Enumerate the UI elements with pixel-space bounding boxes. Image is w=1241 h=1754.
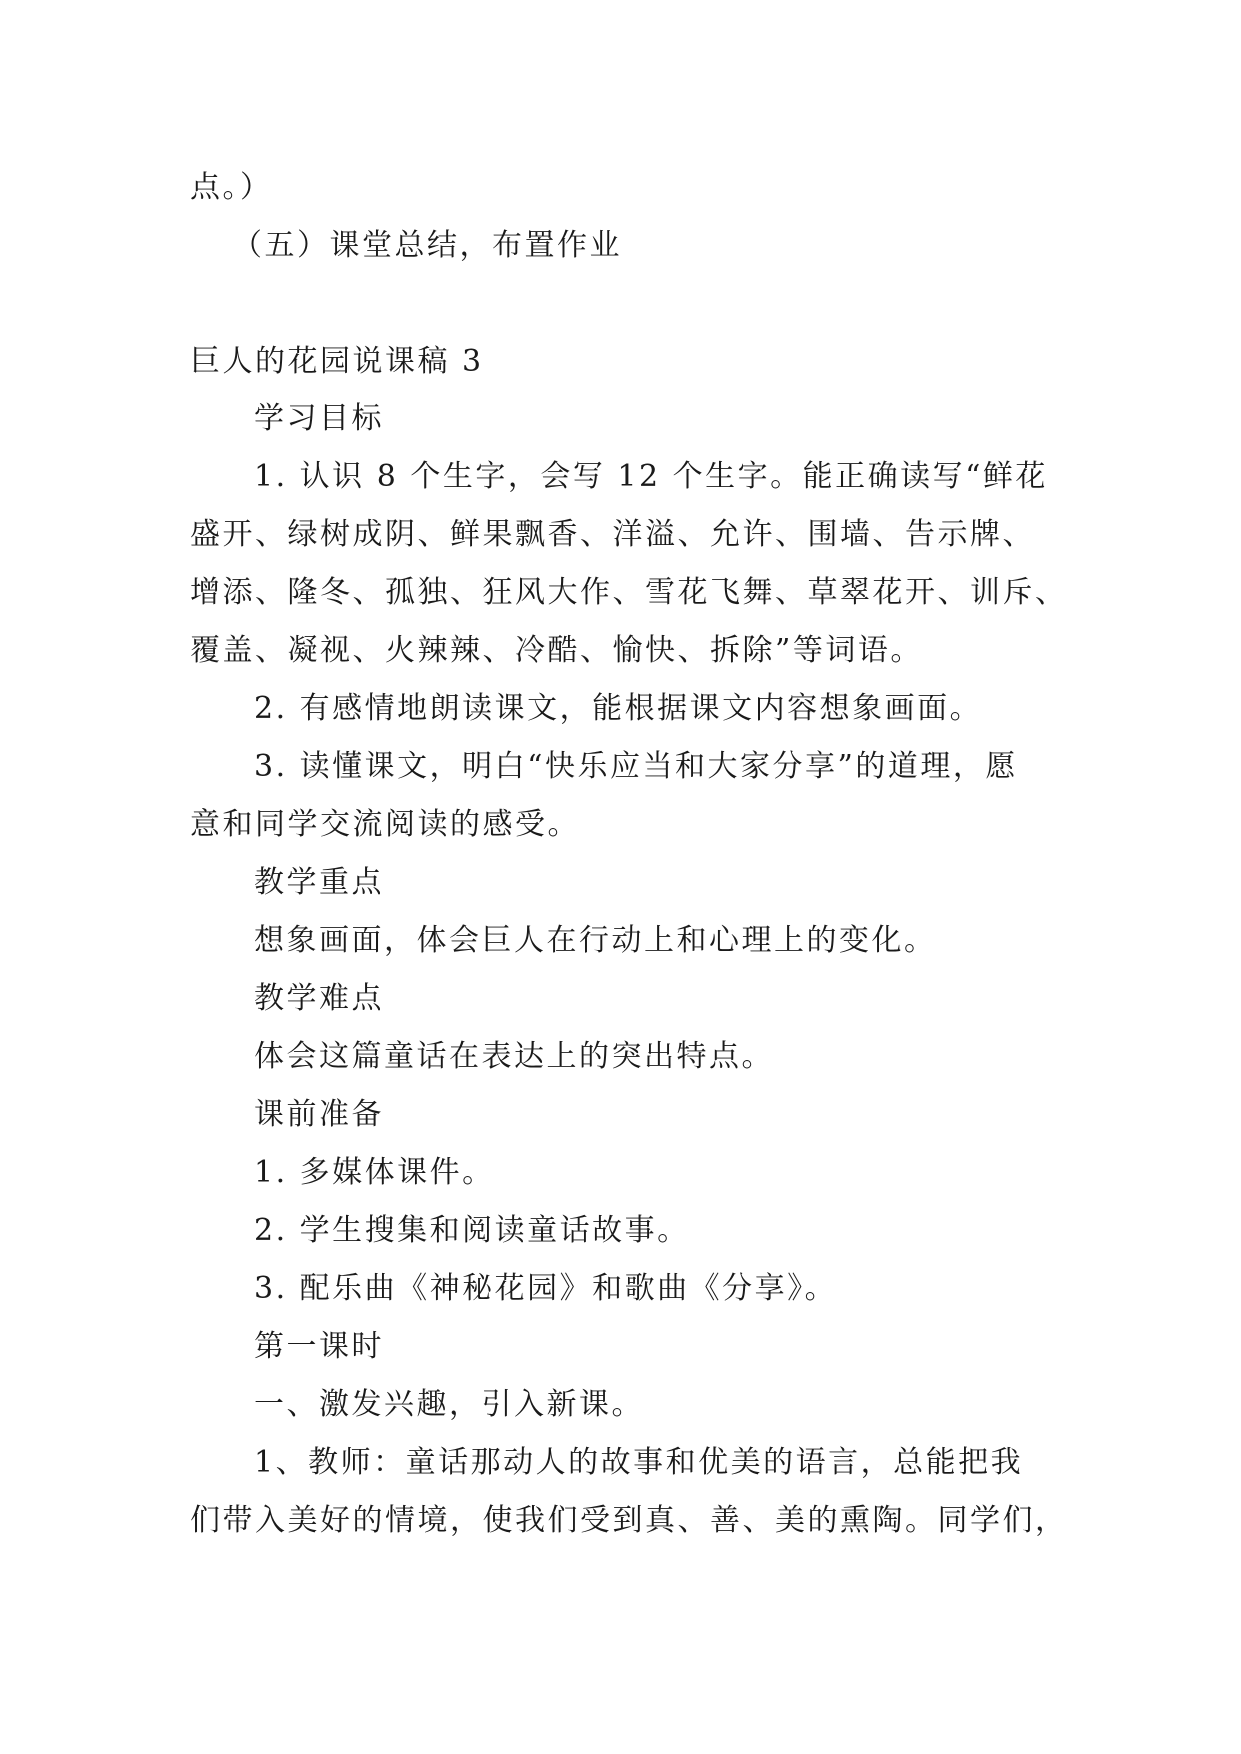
text-line: 体会这篇童话在表达上的突出特点。 [254,1039,774,1074]
text-line: 覆盖、凝视、火辣辣、冷酷、愉快、拆除”等词语。 [190,633,923,668]
text-line: 1、教师：童话那动人的故事和优美的语言，总能把我 [254,1445,1024,1480]
text-line: 意和同学交流阅读的感受。 [190,807,580,842]
text-line: 2. 学生搜集和阅读童话故事。 [254,1213,690,1248]
text-line: 们带入美好的情境，使我们受到真、善、美的熏陶。同学们， [190,1503,1068,1538]
text-line: 盛开、绿树成阴、鲜果飘香、洋溢、允许、围墙、告示牌、 [190,517,1035,552]
text-line: 3. 读懂课文，明白“快乐应当和大家分享”的道理，愿 [254,749,1018,784]
text-line: 一、激发兴趣，引入新课。 [254,1387,644,1422]
text-line: 2. 有感情地朗读课文，能根据课文内容想象画面。 [254,691,983,726]
text-line: 点。） [190,170,273,205]
section-heading: 教学难点 [254,981,384,1016]
section-heading: 第一课时 [254,1329,384,1364]
document-title: 巨人的花园说课稿 3 [190,344,484,379]
section-heading: （五）课堂总结，布置作业 [232,228,622,263]
text-line: 想象画面，体会巨人在行动上和心理上的变化。 [254,923,937,958]
text-line: 1. 多媒体课件。 [254,1155,495,1190]
text-line: 1. 认识 8 个生字，会写 12 个生字。能正确读写“鲜花 [254,459,1048,494]
text-line: 增添、隆冬、孤独、狂风大作、雪花飞舞、草翠花开、训斥、 [190,575,1068,610]
section-heading: 学习目标 [254,401,384,436]
text-line: 3. 配乐曲《神秘花园》和歌曲《分享》。 [254,1271,838,1306]
section-heading: 课前准备 [254,1097,384,1132]
section-heading: 教学重点 [254,865,384,900]
